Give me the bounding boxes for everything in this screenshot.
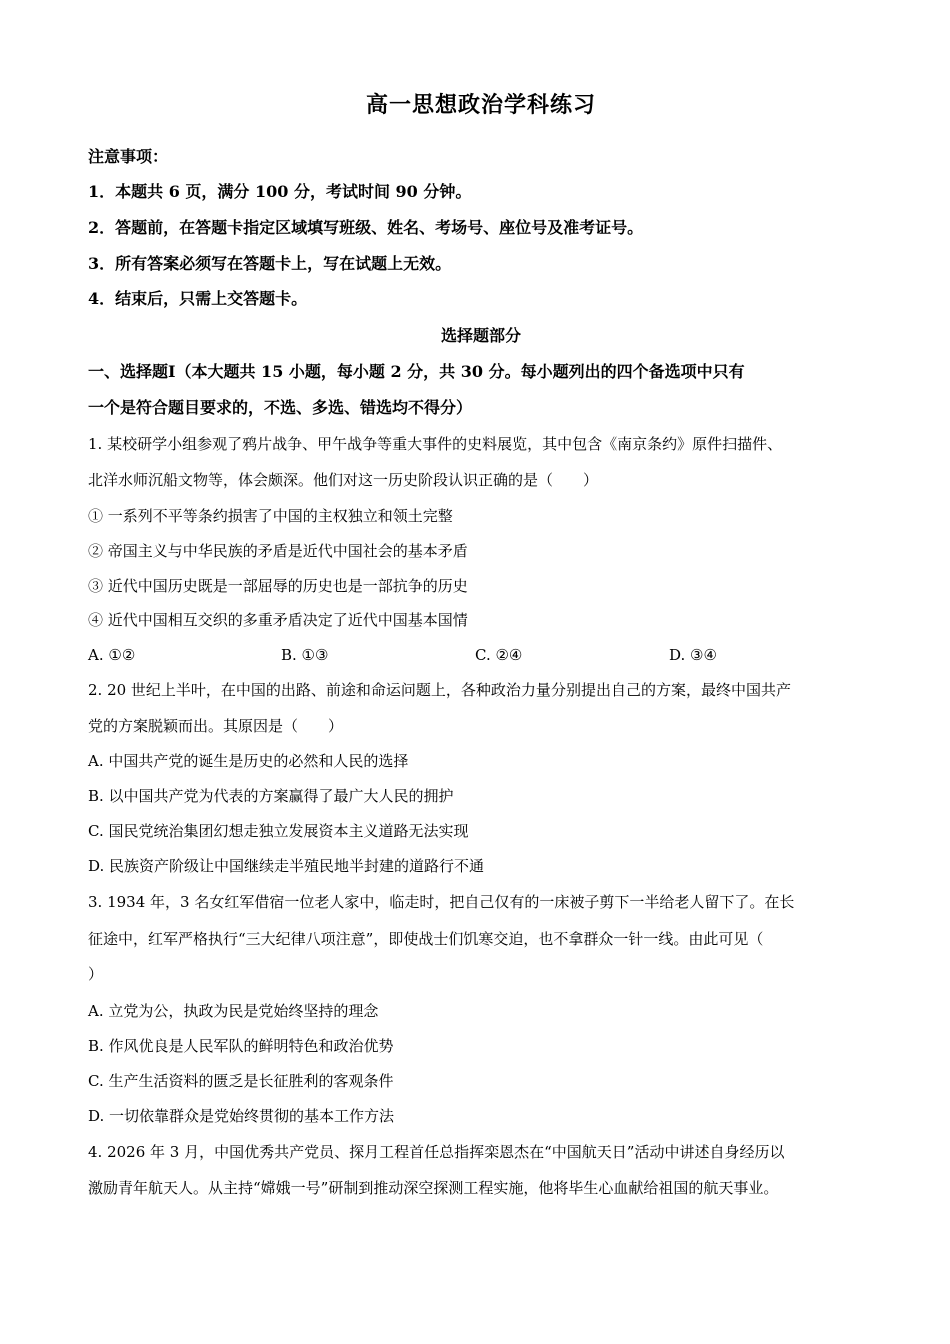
notice-item: 4．结束后，只需上交答题卡。 <box>88 289 308 308</box>
option-a: A. ①② <box>88 646 136 664</box>
notice-item: 3．所有答案必须写在答题卡上，写在试题上无效。 <box>88 254 452 273</box>
option-b: B. 以中国共产党为代表的方案赢得了最广大人民的拥护 <box>88 787 454 805</box>
option-a: A. 立党为公，执政为民是党始终坚持的理念 <box>88 1002 379 1020</box>
statement: ④ 近代中国相互交织的多重矛盾决定了近代中国基本国情 <box>88 611 468 629</box>
statement: ③ 近代中国历史既是一部屈辱的历史也是一部抗争的历史 <box>88 577 468 595</box>
option-b: B. 作风优良是人民军队的鲜明特色和政治优势 <box>88 1037 394 1055</box>
question-stem: 征途中，红军严格执行“三大纪律八项注意”，即使战士们饥寒交迫，也不拿群众一针一线。由此可见（ <box>88 930 764 948</box>
option-b: B. ①③ <box>281 646 329 664</box>
notice-item: 2．答题前，在答题卡指定区域填写班级、姓名、考场号、座位号及准考证号。 <box>88 218 644 237</box>
option-d: D. 一切依靠群众是党始终贯彻的基本工作方法 <box>88 1107 395 1125</box>
notice-heading: 注意事项： <box>88 147 169 166</box>
statement: ① 一系列不平等条约损害了中国的主权独立和领土完整 <box>88 507 453 525</box>
question-stem: 激励青年航天人。从主持“嫦娥一号”研制到推动深空探测工程实施，他将毕生心血献给祖国的航天事业。 <box>88 1179 779 1197</box>
section-title: 选择题部分 <box>440 326 521 345</box>
question-stem: 1. 某校研学小组参观了鸦片战争、甲午战争等重大事件的史料展览，其中包含《南京条约》原件扫描件、 <box>88 435 783 453</box>
option-d: D. 民族资产阶级让中国继续走半殖民地半封建的道路行不通 <box>88 857 485 875</box>
page-title: 高一思想政治学科练习 <box>365 92 596 118</box>
notice-item: 1．本题共 6 页，满分 100 分，考试时间 90 分钟。 <box>88 182 472 201</box>
question-stem: 2. 20 世纪上半叶，在中国的出路、前途和命运问题上，各种政治力量分别提出自己的方案，最终中国共产 <box>88 681 791 699</box>
question-stem: 北洋水师沉船文物等，体会颇深。他们对这一历史阶段认识正确的是（ ） <box>88 471 599 489</box>
option-c: C. 国民党统治集团幻想走独立发展资本主义道路无法实现 <box>88 822 469 840</box>
question-stem: 党的方案脱颖而出。其原因是（ ） <box>88 717 344 735</box>
option-a: A. 中国共产党的诞生是历史的必然和人民的选择 <box>88 752 409 770</box>
question-stem: 3. 1934 年，3 名女红军借宿一位老人家中，临走时，把自己仅有的一床被子剪下一半给老人留下了。在长 <box>88 893 795 911</box>
option-d: D. ③④ <box>669 646 717 664</box>
option-c: C. ②④ <box>475 646 523 664</box>
option-c: C. 生产生活资料的匮乏是长征胜利的客观条件 <box>88 1072 394 1090</box>
statement: ② 帝国主义与中华民族的矛盾是近代中国社会的基本矛盾 <box>88 542 468 560</box>
part-heading: 一、选择题Ⅰ（本大题共 15 小题，每小题 2 分，共 30 分。每小题列出的四个备选项中只有 <box>88 362 745 381</box>
question-stem: 4. 2026 年 3 月，中国优秀共产党员、探月工程首任总指挥栾恩杰在“中国航天日”活动中讲述自身经历以 <box>88 1143 785 1161</box>
part-heading: 一个是符合题目要求的，不选、多选、错选均不得分） <box>88 398 473 417</box>
question-stem: ） <box>88 965 104 983</box>
